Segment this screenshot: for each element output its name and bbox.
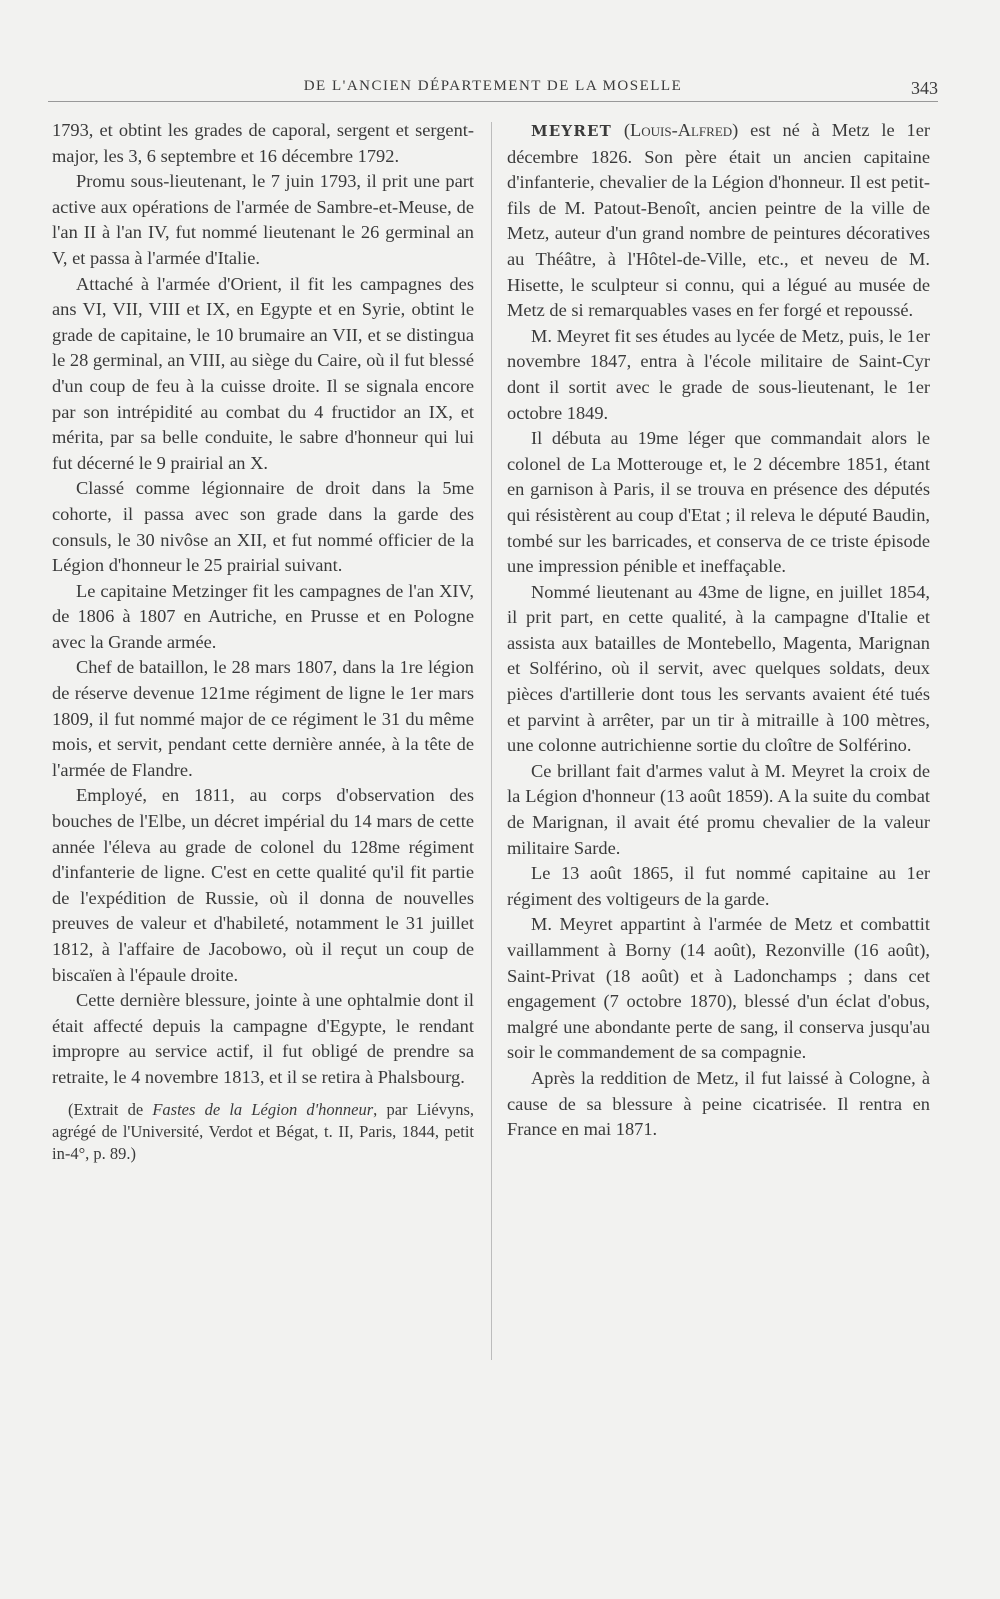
running-title: DE L'ANCIEN DÉPARTEMENT DE LA MOSELLE bbox=[303, 78, 683, 94]
running-header bbox=[48, 78, 938, 102]
citation-note bbox=[52, 1099, 474, 1165]
page-number: 343 bbox=[911, 78, 938, 98]
entry-first-paragraph bbox=[507, 118, 930, 324]
column-divider bbox=[491, 122, 492, 1360]
entry-given-names: (Louis-Alfred) bbox=[623, 120, 739, 140]
paragraph: Cette dernière blessure, jointe à une ophtalmie dont il était affecté depuis la campagne d'Egypte, le rendant impropre au service actif, il fut obligé de prendre sa retraite, le 4 novembre 1813, et il se retira à Phalsbourg. bbox=[52, 990, 474, 1087]
entry-first-paragraph-text: est né à Metz le 1er décembre 1826. Son père était un ancien capitaine d'infanterie, chevalier de la Légion d'honneur. Il est petit-fils de M. Patout-Benoît, ancien peintre de la ville de Metz, auteur d'un grand nombre de peintures décoratives au Théâtre, à l'Hôtel-de-Ville, etc., et neveu de M. Hisette, le sculpteur si connu, qui a légué au musée de Metz de si remarquables vases en fer forgé et repoussé. bbox=[507, 120, 930, 321]
paragraph: Attaché à l'armée d'Orient, il fit les campagnes des ans VI, VII, VIII et IX, en Egypte et en Syrie, obtint le grade de capitaine, le 10 brumaire an VII, et se distingua le 28 germinal, an VIII, au siège du Caire, où il fut blessé d'un coup de feu à la cuisse droite. Il se signala encore par son intrépidité au combat du 4 fructidor an IX, et mérita, par sa belle conduite, le sabre d'honneur qui lui fut décerné le 9 prairial an X. bbox=[52, 273, 475, 473]
paragraph: Ce brillant fait d'armes valut à M. Meyret la croix de la Légion d'honneur (13 août 1859). A la suite du combat de Marignan, il avait été promu chevalier de la valeur militaire Sarde. bbox=[507, 760, 930, 858]
paragraph: M. Meyret appartint à l'armée de Metz et combattit vaillamment à Borny (14 août), Rezonville (16 août), Saint-Privat (18 août) et à Ladonchamps ; dans cet engagement (7 octobre 1870), blessé d'un éclat d'obus, malgré une abondante perte de sang, il conserva jusqu'au soir le commandement de sa compagnie. bbox=[507, 914, 930, 1063]
paragraph: 1793, et obtint les grades de caporal, sergent et sergent-major, les 3, 6 septembre et 16 décembre 1792. bbox=[52, 120, 474, 166]
paragraph: Promu sous-lieutenant, le 7 juin 1793, il prit une part active aux opérations de l'armée de Sambre-et-Meuse, de l'an II à l'an IV, fut nommé lieutenant le 26 germinal an V, et passa à l'armée d'Italie. bbox=[52, 171, 474, 268]
left-column bbox=[52, 118, 474, 1165]
entry-name: MEYRET bbox=[531, 122, 613, 140]
paragraph: Employé, en 1811, au corps d'observation des bouches de l'Elbe, un décret impérial du 14 mars de cette année l'éleva au grade de colonel du 128me régiment d'infanterie de ligne. C'est en cette qualité qu'il fit partie de l'expédition de Russie, où il donna de nouvelles preuves de valeur et d'habileté, notamment le 31 juillet 1812, à l'affaire de Jacobowo, où il reçut un coup de biscaïen à l'épaule droite. bbox=[52, 785, 474, 985]
paragraph: Le 13 août 1865, il fut nommé capitaine au 1er régiment des voltigeurs de la garde. bbox=[507, 863, 930, 909]
citation-title: Fastes de la Légion d'honneur bbox=[152, 1099, 374, 1119]
paragraph: Après la reddition de Metz, il fut laissé à Cologne, à cause de sa blessure à peine cicatrisée. Il rentra en France en mai 1871. bbox=[507, 1067, 930, 1140]
paragraph: Nommé lieutenant au 43me de ligne, en juillet 1854, il prit part, en cette qualité, à la campagne d'Italie et assista aux batailles de Montebello, Magenta, Marignan et Solférino, où il servit, avec quelques soldats, deux pièces d'artillerie dont tous les servants avaient été tués et parvint à arrêter, par un tir à mitraille à 100 mètres, une colonne autrichienne sortie du cloître de Solférino. bbox=[507, 581, 930, 756]
citation-prefix: (Extrait de bbox=[68, 1099, 153, 1119]
citation-suffix: , par Liévyns, agrégé de l'Université, Verdot et Bégat, t. II, Paris, 1844, petit in-4°, p. 89.) bbox=[52, 1099, 474, 1163]
right-column bbox=[507, 118, 930, 1143]
paragraph: Classé comme légionnaire de droit dans la 5me cohorte, il passa avec son grade dans la garde des consuls, le 30 nivôse an XII, et fut nommé officier de la Légion d'honneur le 25 prairial suivant. bbox=[52, 478, 474, 576]
paragraph: Chef de bataillon, le 28 mars 1807, dans la 1re légion de réserve devenue 121me régiment de ligne le 1er mars 1809, il fut nommé major de ce régiment le 31 du même mois, et servit, pendant cette dernière année, à la tête de l'armée de Flandre. bbox=[52, 657, 474, 780]
paragraph: M. Meyret fit ses études au lycée de Metz, puis, le 1er novembre 1847, entra à l'école militaire de Saint-Cyr dont il sortit avec le grade de sous-lieutenant, le 1er octobre 1849. bbox=[507, 325, 930, 423]
paragraph: Il débuta au 19me léger que commandait alors le colonel de La Motterouge et, le 2 décembre 1851, étant en garnison à Paris, il se trouva en présence des députés qui résistèrent au coup d'Etat ; il releva le député Baudin, tombé sur les barricades, et conserva de ce triste épisode une impression pénible et ineffaçable. bbox=[507, 428, 930, 577]
paragraph: Le capitaine Metzinger fit les campagnes de l'an XIV, de 1806 à 1807 en Autriche, en Prusse et en Pologne avec la Grande armée. bbox=[52, 580, 474, 652]
header-rule bbox=[48, 101, 938, 102]
